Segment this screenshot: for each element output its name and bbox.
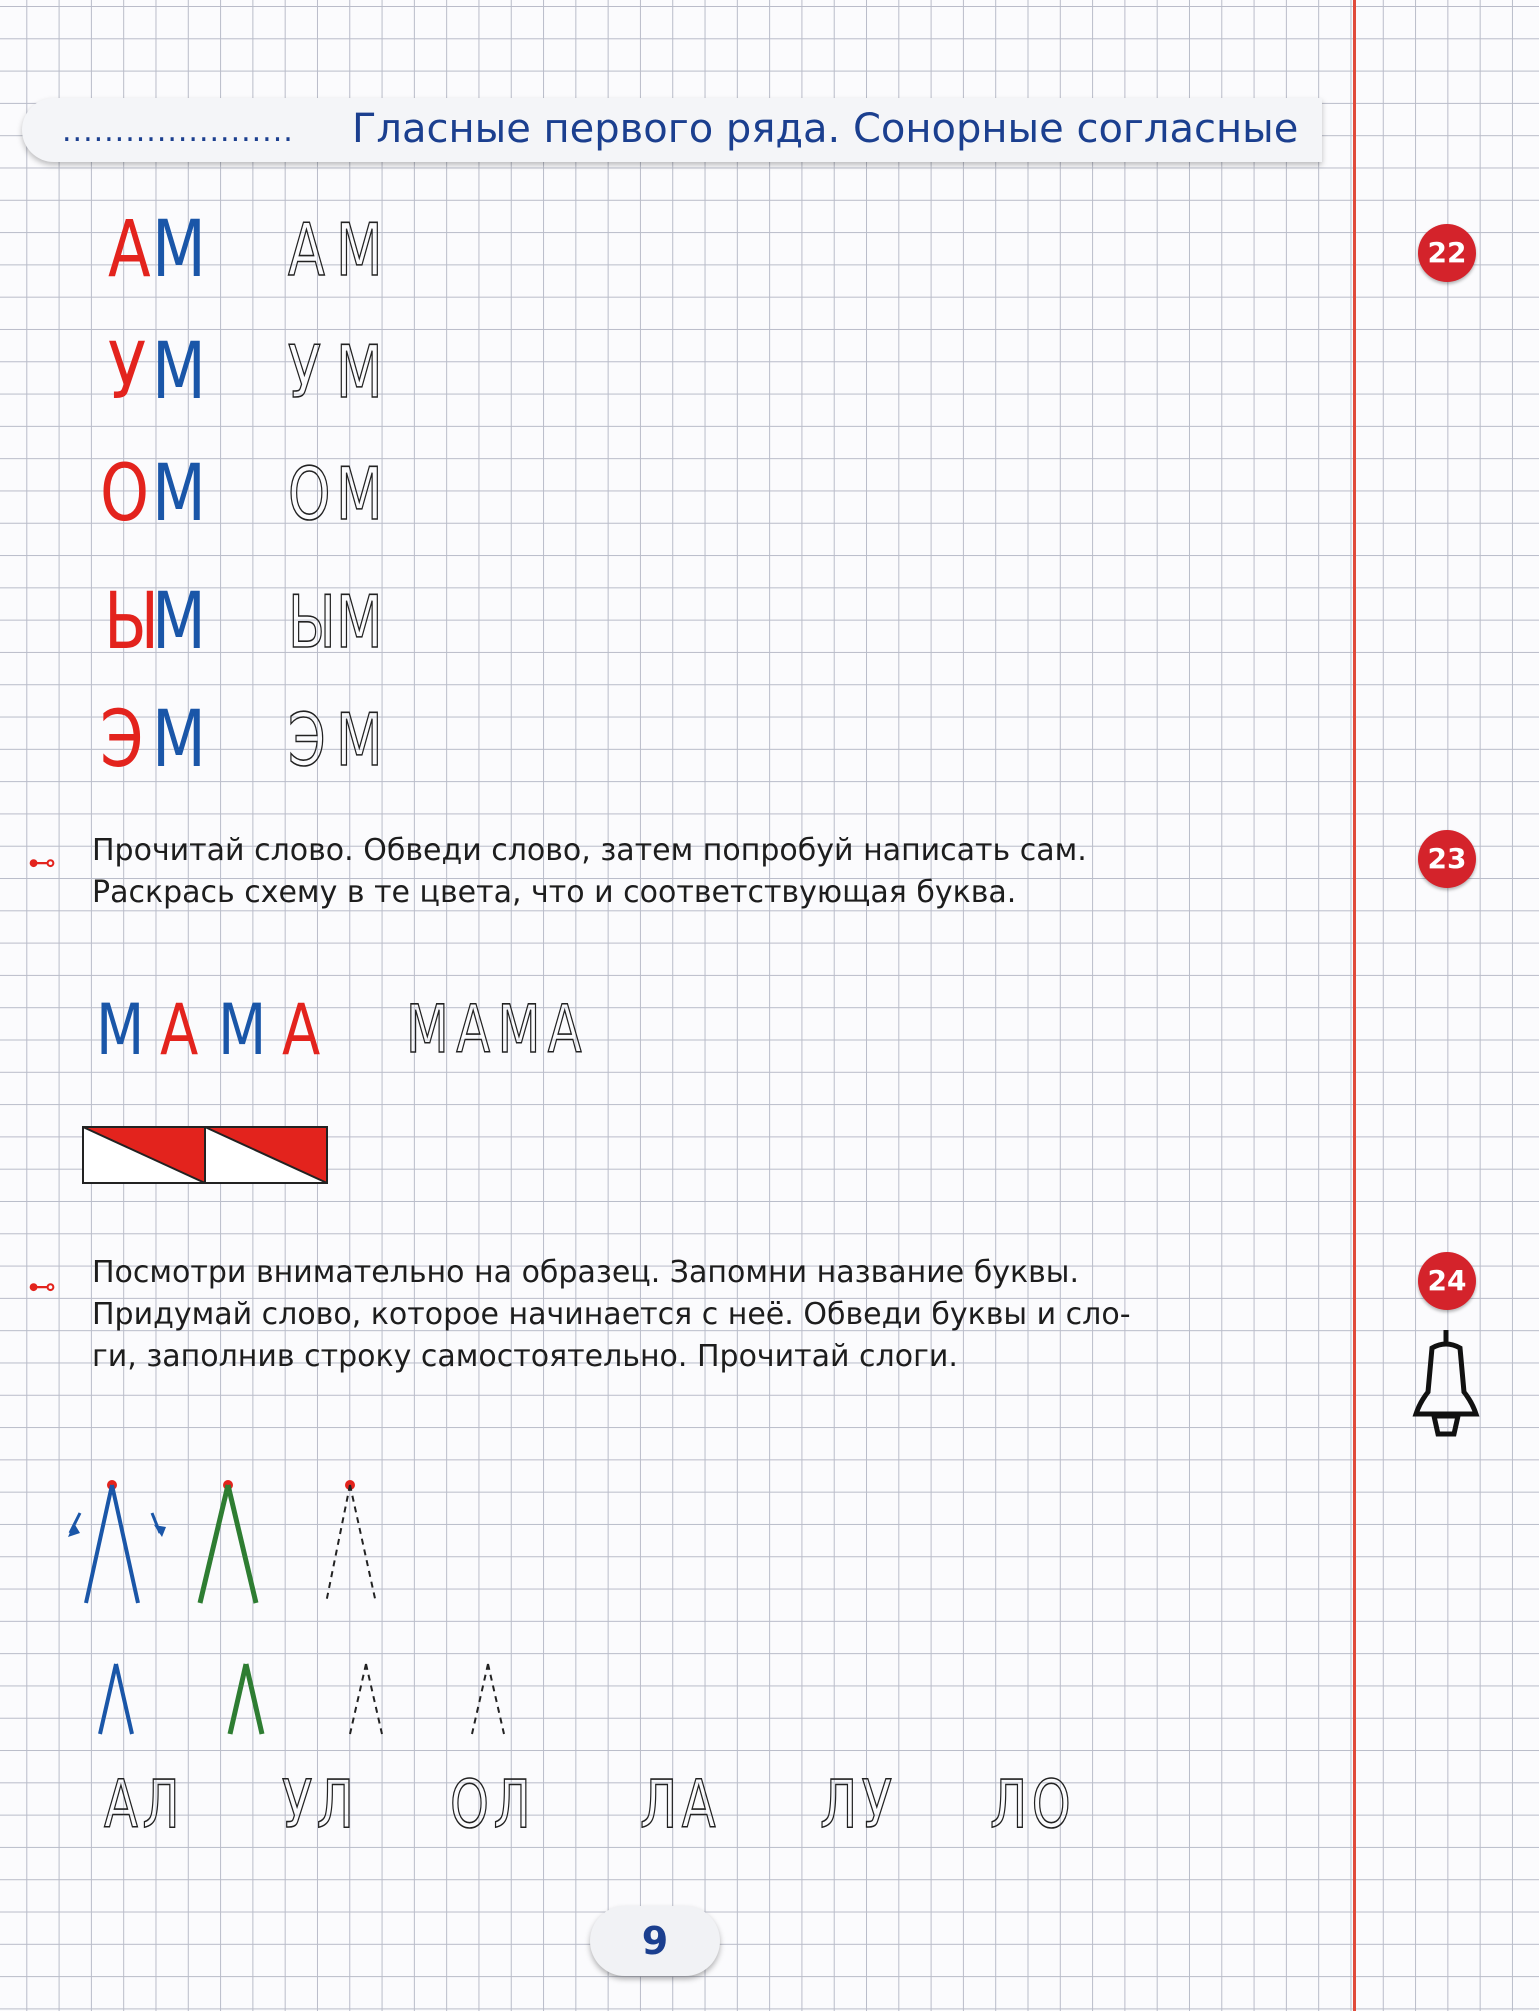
tracing-consonant: М [336, 452, 386, 536]
vowel-letter: Ы [104, 577, 160, 667]
tracing-vowel: У [288, 330, 324, 414]
exercise-badge-23: 23 [1418, 830, 1476, 888]
page-number: 9 [590, 1906, 720, 1976]
tracing-vowel: А [288, 208, 328, 292]
tracing-consonant: М [336, 208, 386, 292]
syllable-tracing: ЛУ [820, 1766, 897, 1843]
bell-icon [1410, 1330, 1482, 1440]
consonant-letter: М [152, 449, 206, 539]
exercise-24-instructions [92, 1252, 1131, 1378]
consonant-letter: М [152, 327, 206, 417]
pair-row [108, 327, 508, 417]
syllable-tracing: АЛ [104, 1766, 185, 1843]
word-letter: М [218, 989, 267, 1071]
vowel-letter: А [108, 205, 151, 295]
instruction-line: Посмотри внимательно на образец. Запомни название буквы. [92, 1255, 1080, 1290]
header-dots: ...................... [62, 114, 294, 149]
word-letter: М [96, 989, 145, 1071]
vowel-letter: Э [100, 695, 144, 785]
vowel-letter: О [100, 449, 150, 539]
syllable-tracing: УЛ [282, 1766, 359, 1843]
exercise-badge-24: 24 [1418, 1252, 1476, 1310]
task-arrow-icon: ⊷ [28, 1270, 56, 1303]
vowel-letter: У [108, 327, 147, 417]
instruction-line: ги, заполнив строку самостоятельно. Прочитай слоги. [92, 1339, 958, 1374]
tracing-consonant: М [336, 330, 386, 414]
section-header [22, 98, 1322, 162]
word-mama [96, 990, 656, 1070]
syllable-tracing: ЛО [990, 1766, 1076, 1843]
tracing-consonant: М [336, 698, 386, 782]
letter-l-stroke-guide [60, 1475, 400, 1615]
syllable-tracing: ЛА [640, 1766, 721, 1843]
task-arrow-icon: ⊷ [28, 846, 56, 879]
word-letter: А [282, 989, 321, 1071]
pair-row [108, 205, 508, 295]
syllable-tracing: ОЛ [450, 1766, 536, 1843]
sound-scheme [82, 1126, 328, 1184]
word-letter: А [160, 989, 199, 1071]
tracing-vowel: Ы [288, 580, 339, 664]
instruction-line: Раскрась схему в те цвета, что и соответствующая буква. [92, 875, 1017, 910]
instruction-line: Придумай слово, которое начинается с неё. Обведи буквы и сло- [92, 1297, 1131, 1332]
exercise-23-instructions [92, 830, 1087, 914]
instruction-line: Прочитай слово. Обведи слово, затем попробуй написать сам. [92, 833, 1087, 868]
tracing-vowel: О [288, 452, 334, 536]
letter-l-practice-row [96, 1660, 516, 1740]
consonant-letter: М [152, 695, 206, 785]
pair-row [100, 449, 500, 539]
section-title: Гласные первого ряда. Сонорные согласные [352, 106, 1299, 152]
tracing-consonant: М [336, 580, 386, 664]
consonant-letter: М [152, 577, 206, 667]
consonant-letter: М [152, 205, 206, 295]
margin-line [1353, 0, 1356, 2011]
tracing-vowel: Э [288, 698, 329, 782]
pair-row [100, 695, 500, 785]
exercise-badge-22: 22 [1418, 224, 1476, 282]
pair-row [104, 577, 504, 667]
traced-word: МАМА [406, 991, 590, 1068]
